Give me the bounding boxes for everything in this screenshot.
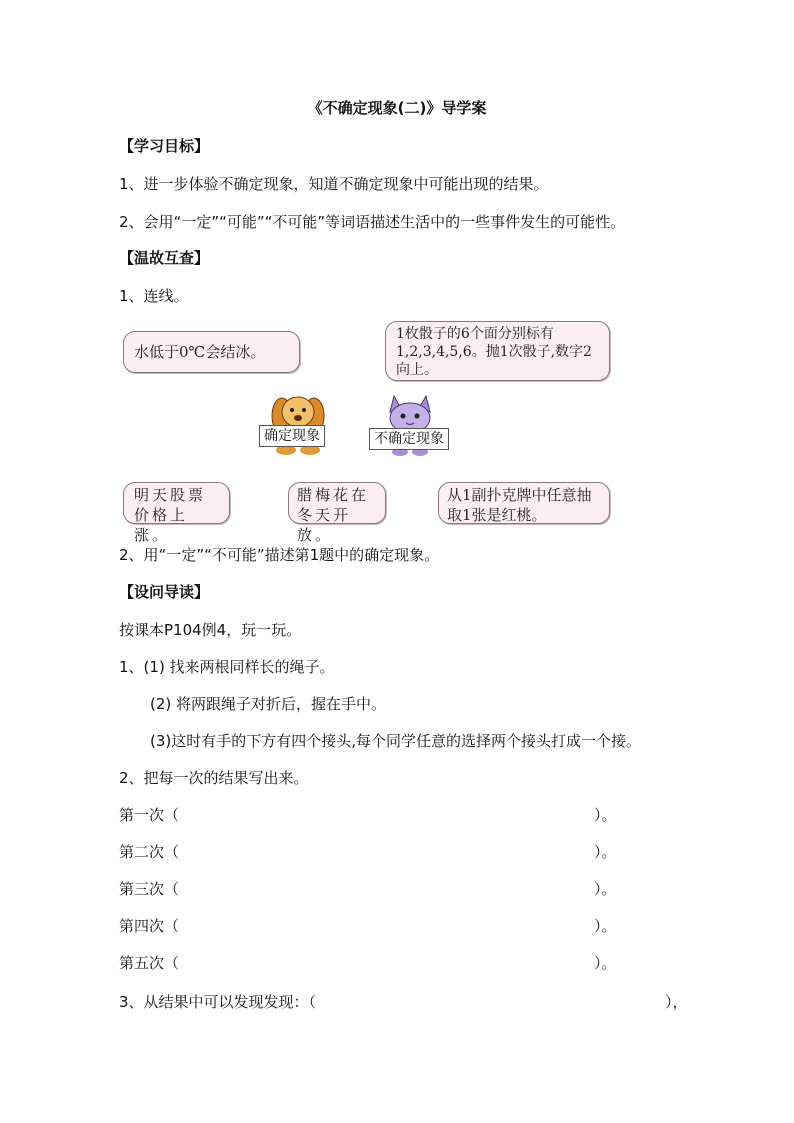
trial-4-label: 第四次（	[119, 917, 180, 935]
trial-3-label: 第三次（	[119, 880, 180, 898]
trial-1-close: ）。	[594, 806, 617, 824]
trial-5-close: ）。	[594, 954, 617, 972]
trial-3-close: ）。	[594, 880, 617, 898]
guide-q3-close: ），	[665, 993, 688, 1011]
trial-2-close: ）。	[594, 843, 617, 861]
objective-1: 1、进一步体验不确定现象，知道不确定现象中可能出现的结果。	[119, 175, 549, 193]
objective-2: 2、会用“一定”“可能”“不可能”等词语描述生活中的一些事件发生的可能性。	[119, 213, 626, 231]
section-review: 【温故互查】	[119, 249, 210, 267]
trial-5-label: 第五次（	[119, 954, 180, 972]
section-objectives: 【学习目标】	[119, 137, 210, 155]
guide-step-2: (2) 将两跟绳子对折后，握在手中。	[150, 695, 387, 713]
statement-box-cards: 从1副扑克牌中任意抽取1张是红桃。	[438, 482, 610, 524]
trial-1-label: 第一次（	[119, 806, 180, 824]
trial-2-label: 第二次（	[119, 843, 180, 861]
tag-certain: 确定现象	[259, 425, 325, 447]
tag-uncertain: 不确定现象	[369, 428, 449, 450]
review-q1: 1、连线。	[119, 287, 189, 305]
statement-box-dice: 1枚骰子的6个面分别标有1,2,3,4,5,6。抛1次骰子,数字2向上。	[385, 321, 610, 381]
section-guide: 【设问导读】	[119, 583, 210, 601]
guide-step-3: (3)这时有手的下方有四个接头,每个同学任意的选择两个接头打成一个接。	[150, 732, 642, 750]
page-title: 《不确定现象(二)》导学案	[307, 99, 487, 117]
guide-step-1: 1、(1) 找来两根同样长的绳子。	[119, 658, 335, 676]
guide-q2: 2、把每一次的结果写出来。	[119, 769, 309, 787]
review-q2: 2、用“一定”“不可能”描述第1题中的确定现象。	[119, 546, 440, 564]
guide-q3: 3、从结果中可以发现发现：（	[119, 993, 317, 1011]
statement-box-stock: 明天股票价格上涨。	[123, 482, 230, 524]
trial-4-close: ）。	[594, 917, 617, 935]
statement-box-plum: 腊梅花在冬天开放。	[288, 482, 386, 524]
statement-box-freeze: 水低于0℃会结冰。	[123, 331, 300, 373]
guide-intro: 按课本P104例4，玩一玩。	[119, 621, 302, 639]
